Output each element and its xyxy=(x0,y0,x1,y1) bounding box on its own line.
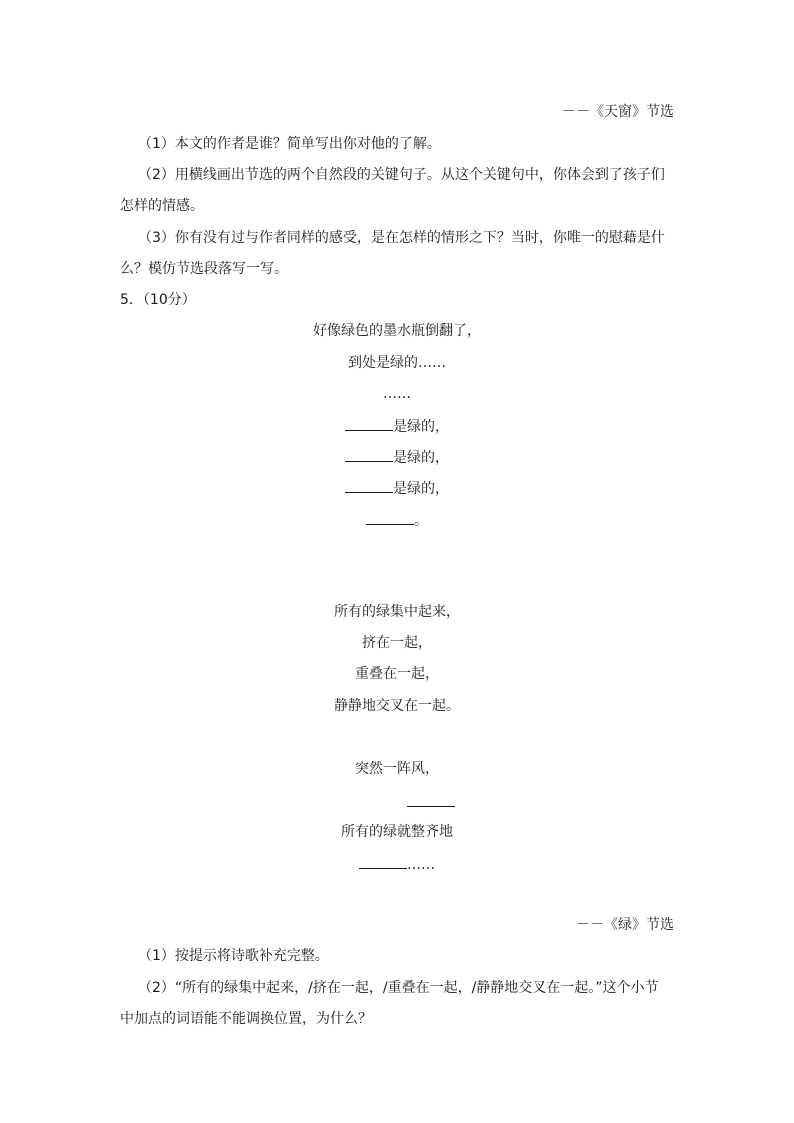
q5-sub-question-2-line-1: （2）“所有的绿集中起来，/挤在一起，/重叠在一起，/静静地交叉在一起。”这个小节 xyxy=(138,980,659,996)
source-citation-tianchuang: －－《天窗》节选 xyxy=(562,104,674,120)
poem-line-12: 突然一阵风， xyxy=(355,761,439,777)
poem-line-5-text: 是绿的， xyxy=(393,450,449,466)
poem-line-1: 好像绿色的墨水瓶倒翻了， xyxy=(313,323,481,339)
fill-blank-5 xyxy=(407,792,455,807)
poem-line-4 xyxy=(0,416,794,436)
poem-line-6 xyxy=(0,478,794,498)
fill-blank-6 xyxy=(359,854,407,869)
poem-line-4-text: 是绿的， xyxy=(393,419,449,435)
poem-line-8: 所有的绿集中起来， xyxy=(334,604,460,620)
q4-sub-question-1: （1）本文的作者是谁？简单写出你对他的了解。 xyxy=(138,136,441,152)
poem-line-7-text: 。 xyxy=(414,513,428,529)
source-citation-lv: －－《绿》节选 xyxy=(576,917,674,933)
q5-sub-question-1: （1）按提示将诗歌补充完整。 xyxy=(138,948,329,964)
poem-line-13: 所有的绿就整齐地 xyxy=(341,824,453,840)
q4-sub-question-3-line-2: 么？模仿节选段落写一写。 xyxy=(120,261,288,277)
poem-line-2: 到处是绿的…… xyxy=(348,355,446,371)
poem-line-5 xyxy=(0,447,794,467)
q4-sub-question-2-line-2: 怎样的情感。 xyxy=(120,198,204,214)
q4-sub-question-2-line-1: （2）用横线画出节选的两个自然段的关键句子。从这个关键句中，你体会到了孩子们 xyxy=(138,167,665,183)
poem-line-7 xyxy=(0,510,794,530)
q4-sub-question-3-line-1: （3）你有没有过与作者同样的感受，是在怎样的情形之下？当时，你唯一的慰藉是什 xyxy=(138,230,665,246)
poem-line-11: 静静地交叉在一起。 xyxy=(334,698,460,714)
fill-blank-5-line xyxy=(407,792,455,812)
fill-blank-1 xyxy=(345,416,393,431)
fill-blank-3 xyxy=(345,478,393,493)
question-5-header: 5．（10分） xyxy=(120,292,196,308)
poem-line-14 xyxy=(0,854,794,874)
poem-line-3: …… xyxy=(383,386,411,402)
q5-sub-question-2-line-2: 中加点的词语能不能调换位置，为什么？ xyxy=(120,1011,372,1027)
poem-line-10: 重叠在一起， xyxy=(355,666,439,682)
fill-blank-2 xyxy=(345,447,393,462)
poem-line-9: 挤在一起， xyxy=(362,635,432,651)
poem-line-6-text: 是绿的， xyxy=(393,481,449,497)
fill-blank-4 xyxy=(366,510,414,525)
poem-line-14-text: …… xyxy=(407,857,435,873)
